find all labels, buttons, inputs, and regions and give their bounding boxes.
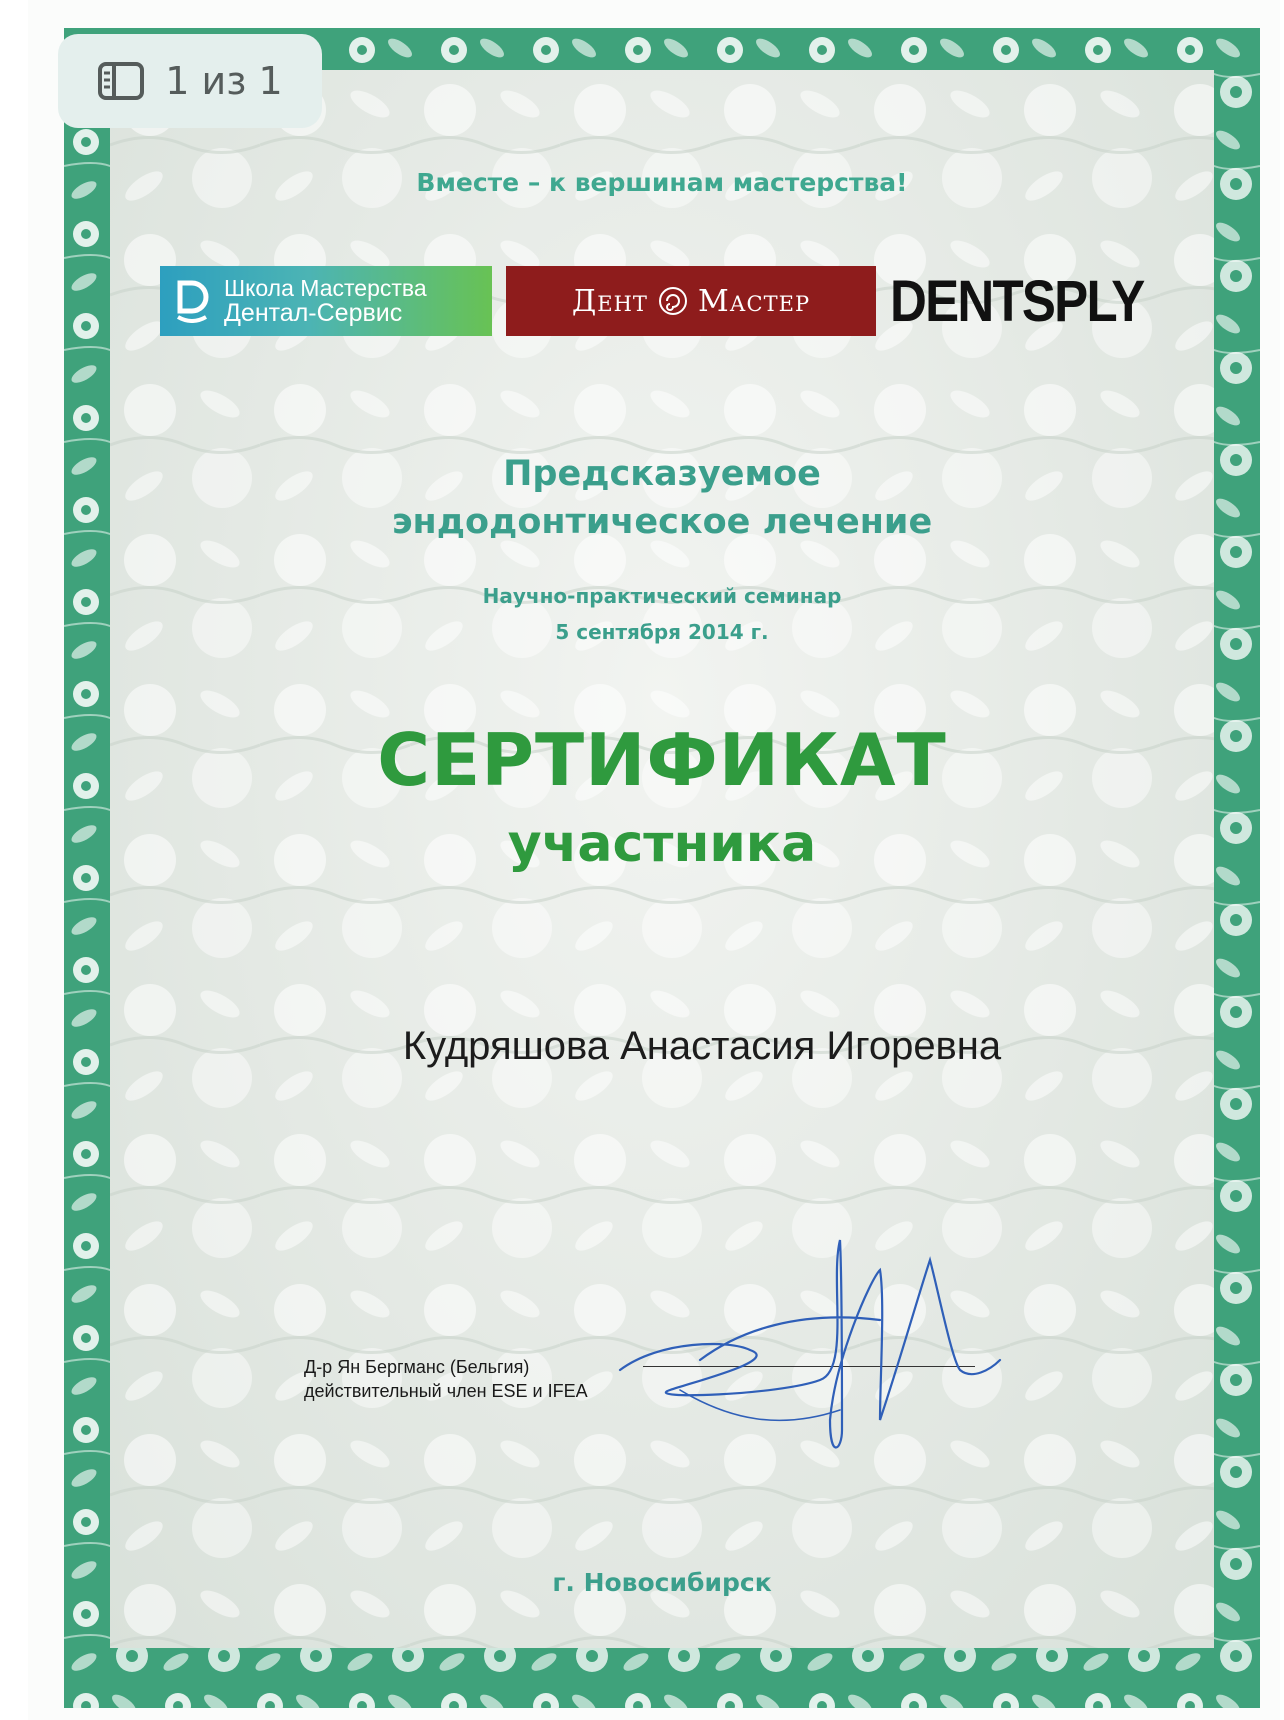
dent-master-logo [506, 266, 876, 336]
course-title-line1: Предсказуемое [503, 454, 821, 494]
seminar-info [110, 578, 1214, 650]
sidebar-panel-icon [97, 61, 145, 101]
dental-service-line1: Школа Мастерства [224, 274, 427, 301]
course-title-line2: эндодонтическое лечение [391, 502, 933, 542]
dental-service-line2: Дентал-Сервис [224, 298, 403, 327]
certificate-title: СЕРТИФИКАТ [377, 718, 947, 802]
handwritten-signature [580, 1220, 1040, 1510]
dentsply-logo: DENTSPLY [890, 268, 1144, 334]
slogan: Вместе – к вершинам мастерства! [416, 168, 908, 197]
recipient-name: Кудряшова Анастасия Игоревна [402, 1024, 1002, 1068]
certificate-sheet [28, 0, 1280, 1720]
dent-master-word2: Мастер [697, 283, 811, 319]
page-counter-label: 1 из 1 [165, 59, 283, 103]
signatory-title: действительный член ESE и IFEA [304, 1381, 588, 1401]
d-letter-icon [160, 279, 224, 323]
course-title [110, 450, 1214, 546]
dent-master-word1: Дент [571, 283, 648, 319]
seminar-date: 5 сентября 2014 г. [555, 620, 769, 644]
city: г. Новосибирск [552, 1568, 772, 1597]
spiral-icon [658, 286, 688, 316]
dental-service-logo [160, 266, 492, 336]
certificate-body [110, 70, 1214, 1648]
page-counter[interactable] [58, 34, 322, 128]
certificate-subtitle: участника [507, 814, 817, 874]
decorative-border [64, 28, 1260, 1708]
signatory-name: Д-р Ян Бергманс (Бельгия) [304, 1357, 530, 1377]
seminar-type: Научно-практический семинар [482, 584, 842, 608]
